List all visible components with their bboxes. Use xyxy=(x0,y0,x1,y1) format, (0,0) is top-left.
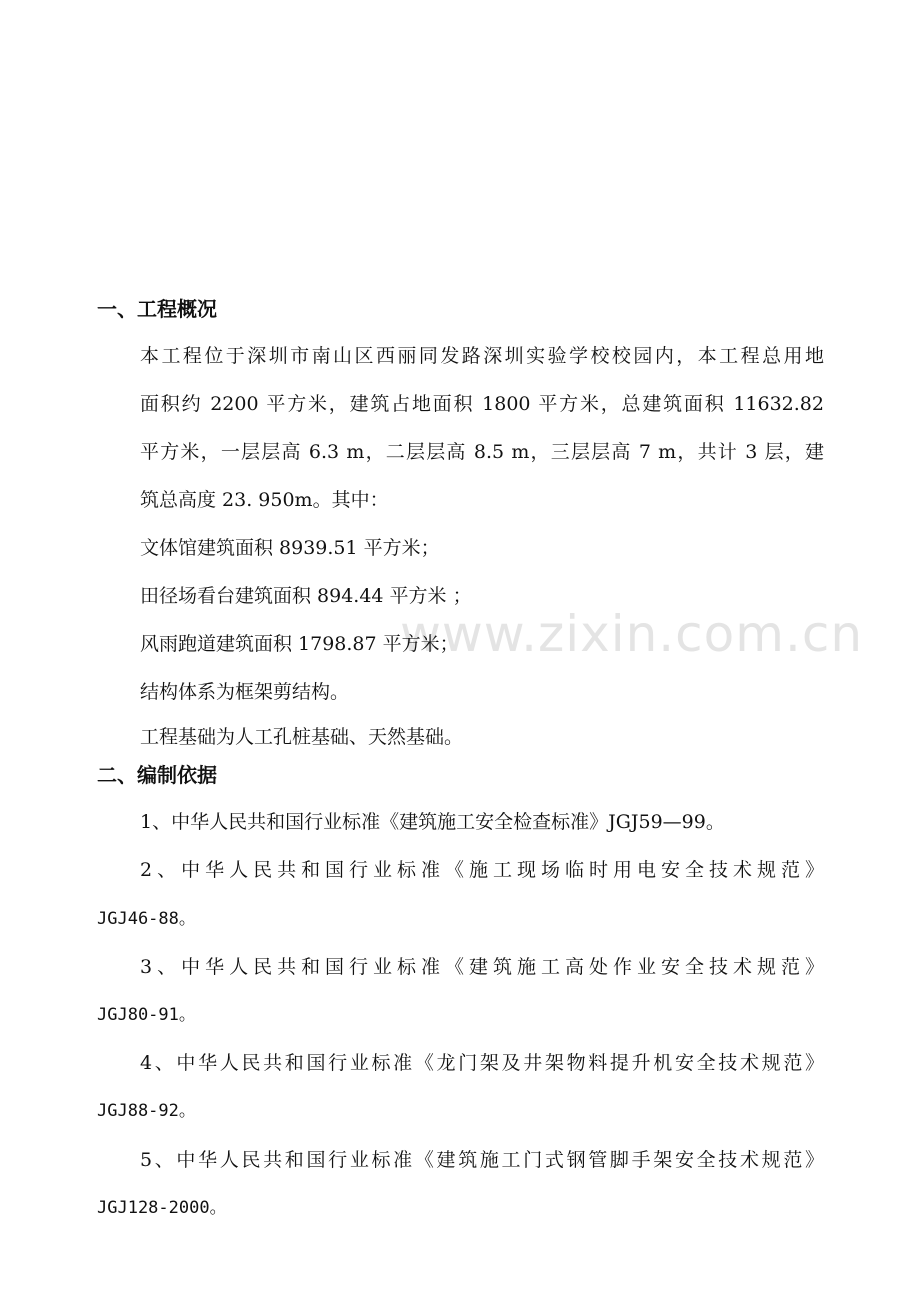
reference-code: JGJ80-91。 xyxy=(97,1005,196,1025)
paragraph-line: 本工程位于深圳市南山区西丽同发路深圳实验学校校园内，本工程总用地 xyxy=(140,345,824,367)
reference-line: 4、中华人民共和国行业标准《龙门架及井架物料提升机安全技术规范》 xyxy=(140,1052,824,1074)
reference-code: JGJ88-92。 xyxy=(97,1101,196,1121)
overview-item: 结构体系为框架剪结构。 xyxy=(140,681,350,703)
paragraph-line: 筑总高度 23. 950m。其中： xyxy=(140,489,389,511)
paragraph-line: 面积约 2200 平方米，建筑占地面积 1800 平方米，总建筑面积 11632.82 xyxy=(140,393,824,415)
watermark: www.zixin.com.cn xyxy=(400,605,864,663)
overview-item: 工程基础为人工孔桩基础、天然基础。 xyxy=(140,726,464,748)
reference-line: 1、中华人民共和国行业标准《建筑施工安全检查标准》JGJ59—99。 xyxy=(140,811,725,833)
reference-code: JGJ46-88。 xyxy=(97,909,196,929)
reference-line: 2、中华人民共和国行业标准《施工现场临时用电安全技术规范》 xyxy=(140,859,824,881)
section-heading-overview: 一、工程概况 xyxy=(97,297,217,321)
overview-item: 风雨跑道建筑面积 1798.87 平方米； xyxy=(140,633,459,655)
overview-item: 田径场看台建筑面积 894.44 平方米 ； xyxy=(140,585,472,607)
section-heading-basis: 二、编制依据 xyxy=(97,763,217,787)
overview-item: 文体馆建筑面积 8939.51 平方米； xyxy=(140,537,440,559)
reference-line: 3、中华人民共和国行业标准《建筑施工高处作业安全技术规范》 xyxy=(140,956,824,978)
paragraph-line: 平方米，一层层高 6.3 m，二层层高 8.5 m，三层层高 7 m，共计 3 层，建 xyxy=(140,441,824,463)
reference-line: 5、中华人民共和国行业标准《建筑施工门式钢管脚手架安全技术规范》 xyxy=(140,1149,824,1171)
reference-code: JGJ128-2000。 xyxy=(97,1198,227,1218)
